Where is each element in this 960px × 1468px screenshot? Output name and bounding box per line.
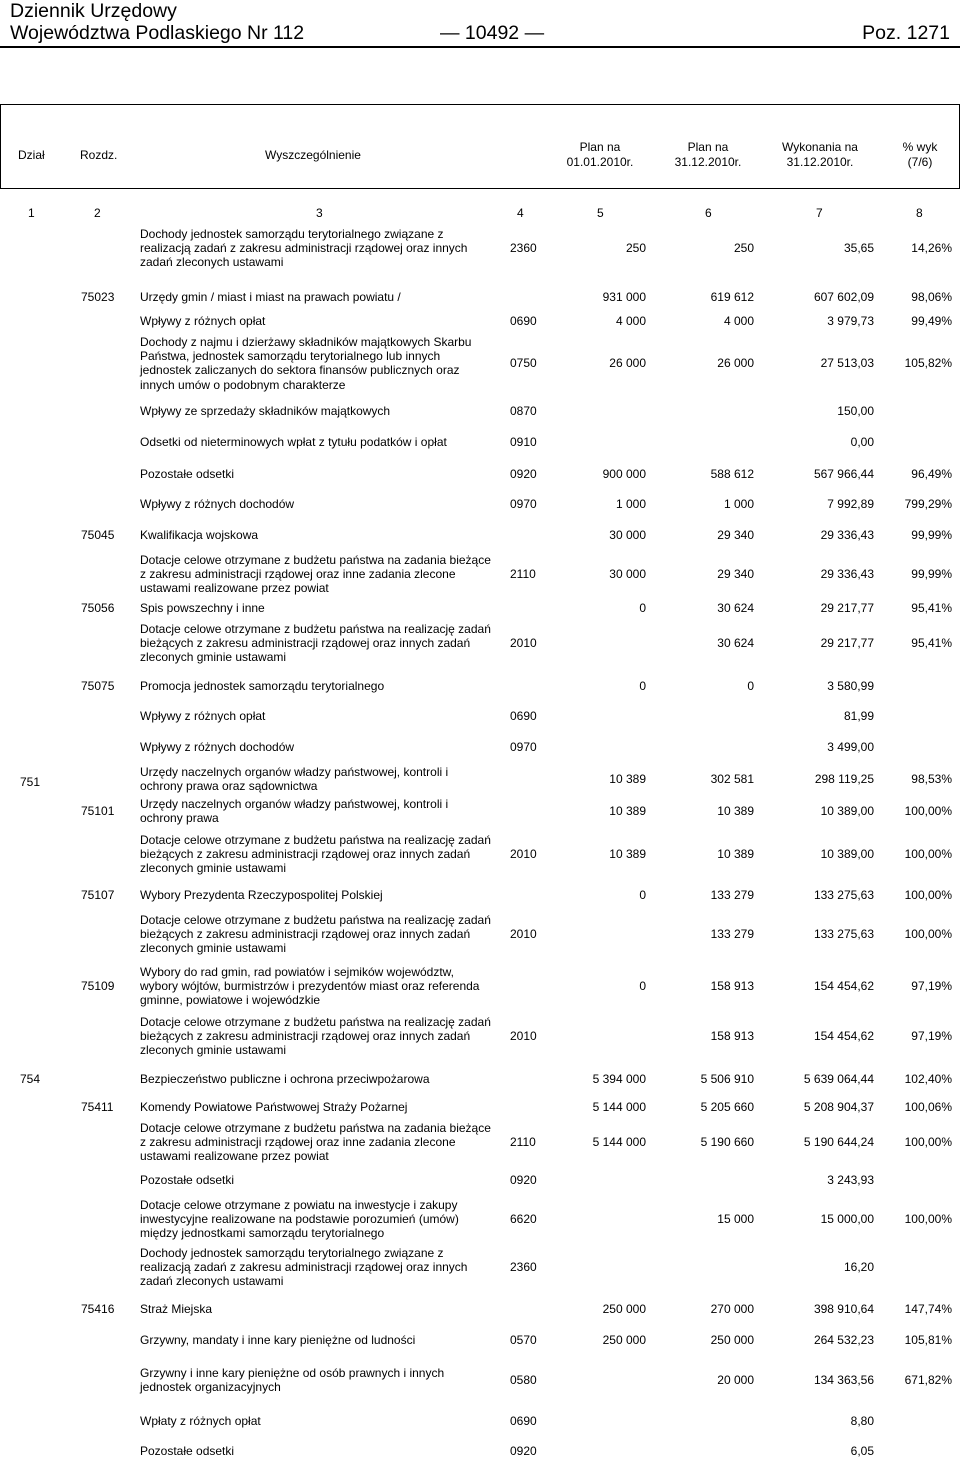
plan-end-value: 619 612 [710, 290, 754, 304]
paragraph-code: 2110 [510, 567, 536, 582]
rozdz-code: 75109 [81, 979, 115, 994]
plan-start-value: 30 000 [609, 528, 646, 542]
percent-value: 98,06% [911, 290, 952, 304]
execution-value: 133 275,63 [813, 888, 874, 902]
execution-value: 10 389,00 [820, 847, 874, 862]
execution-value: 154 454,62 [813, 1029, 874, 1044]
row-description: Pozostałe odsetki [140, 1173, 235, 1187]
execution-value: 15 000,00 [820, 1212, 874, 1227]
row-description: Promocja jednostek samorządu terytorialnego [140, 679, 385, 693]
plan-end-value: 270 000 [710, 1302, 754, 1316]
execution-value: 150,00 [837, 404, 874, 418]
row-description: Wpłaty z różnych opłat [140, 1414, 261, 1428]
percent-value: 100,00% [904, 1135, 952, 1150]
plan-end-value: 588 612 [710, 467, 754, 481]
plan-start-value: 0 [639, 888, 646, 902]
col-execution [770, 140, 870, 170]
plan-start-value: 0 [639, 601, 646, 615]
row-description: Komendy Powiatowe Państwowej Straży Pożarnej [140, 1100, 408, 1114]
row-description: Wybory do rad gmin, rad powiatów i sejmików województw, wybory wójtów, burmistrzów i prezydentów miast oraz referenda gminne, powiatowe i wojewódzkie [140, 965, 480, 1008]
execution-value: 27 513,03 [820, 356, 874, 371]
rozdz-code: 75411 [81, 1100, 114, 1114]
plan-end-value: 26 000 [717, 356, 754, 371]
plan-end-value: 1 000 [723, 497, 754, 511]
execution-value: 3 243,93 [827, 1173, 874, 1187]
paragraph-code: 0750 [510, 356, 537, 371]
execution-value: 3 499,00 [827, 740, 874, 754]
execution-value: 5 208 904,37 [803, 1100, 874, 1114]
execution-value: 264 532,23 [813, 1333, 874, 1347]
col-rozdz: Rozdz. [80, 148, 118, 162]
percent-value: 105,81% [904, 1333, 952, 1347]
paragraph-code: 2010 [510, 847, 537, 862]
paragraph-code: 0690 [510, 314, 537, 328]
rozdz-code: 75023 [81, 290, 115, 304]
journal-subtitle [10, 22, 958, 44]
col-percent [888, 140, 952, 170]
percent-value: 105,82% [904, 356, 952, 371]
execution-value: 3 979,73 [827, 314, 874, 328]
percent-value: 14,26% [911, 241, 952, 256]
row-description: Dochody jednostek samorządu terytorialnego związane z realizacją zadań z zakresu administracji rządowej oraz innych zadań zleconych ustawami [140, 227, 468, 270]
paragraph-code: 0690 [510, 709, 537, 723]
row-description: Dochody z najmu i dzierżawy składników majątkowych Skarbu Państwa, jednostek samorządu terytorialnego lub innych jednostek zaliczanych do sektora finansów publicznych oraz innych umów o podobnym charakterze [140, 335, 472, 392]
execution-value: 29 336,43 [820, 567, 874, 582]
execution-value: 567 966,44 [813, 467, 874, 481]
table-top-rule [0, 104, 960, 105]
paragraph-code: 0970 [510, 740, 537, 754]
plan-end-value: 30 624 [717, 636, 754, 651]
execution-value: 0,00 [850, 435, 874, 449]
page-number-value: 10492 [464, 22, 520, 44]
percent-value: 99,49% [911, 314, 952, 328]
row-description: Odsetki od nieterminowych wpłat z tytułu podatków i opłat [140, 435, 447, 449]
plan-start-value: 4 000 [615, 314, 646, 328]
plan-start-value: 10 389 [609, 847, 646, 862]
row-description: Kwalifikacja wojskowa [140, 528, 259, 542]
paragraph-code: 0570 [510, 1333, 537, 1347]
col-number: 8 [916, 206, 923, 220]
row-description: Wpływy z różnych opłat [140, 709, 266, 723]
col-number: 3 [316, 206, 323, 220]
percent-value: 96,49% [911, 467, 952, 481]
col-execution-line1: Wykonania na [782, 140, 858, 154]
plan-end-value: 0 [747, 679, 754, 693]
plan-start-value: 30 000 [609, 567, 646, 582]
paragraph-code: 0870 [510, 404, 537, 418]
row-description: Urzędy naczelnych organów władzy państwowej, kontroli i ochrony prawa [140, 797, 449, 826]
row-description: Wpływy z różnych opłat [140, 314, 266, 328]
plan-start-value: 5 144 000 [592, 1135, 646, 1150]
paragraph-code: 2010 [510, 927, 537, 942]
plan-end-value: 133 279 [710, 927, 754, 942]
paragraph-code: 0920 [510, 1173, 537, 1187]
row-description: Dotacje celowe otrzymane z budżetu państwa na realizację zadań bieżących z zakresu administracji rządowej oraz innych zadań zleconych gminie ustawami [140, 913, 491, 956]
percent-value: 97,19% [911, 979, 952, 994]
percent-value: 100,00% [904, 927, 952, 942]
plan-end-value: 10 389 [717, 847, 754, 862]
execution-value: 154 454,62 [813, 979, 874, 994]
table-head-rule [0, 188, 960, 189]
plan-end-value: 158 913 [710, 979, 754, 994]
percent-value: 98,53% [911, 772, 952, 787]
plan-end-value: 302 581 [710, 772, 754, 787]
execution-value: 5 190 644,24 [803, 1135, 874, 1150]
paragraph-code: 2010 [510, 1029, 537, 1044]
paragraph-code: 2360 [510, 1260, 537, 1275]
plan-start-value: 0 [639, 979, 646, 994]
row-description: Spis powszechny i inne [140, 601, 265, 615]
row-description: Dotacje celowe otrzymane z budżetu państwa na zadania bieżące z zakresu administracji rządowej oraz inne zadania zlecone ustawami realizowane przez powiat [140, 553, 491, 596]
plan-end-value: 10 389 [717, 804, 754, 819]
rozdz-code: 75101 [81, 804, 115, 819]
plan-start-value: 10 389 [609, 804, 646, 819]
percent-value: 100,00% [904, 804, 952, 819]
percent-value: 102,40% [904, 1072, 952, 1086]
paragraph-code: 0580 [510, 1373, 537, 1388]
dzial-code: 754 [20, 1072, 41, 1086]
row-description: Urzędy naczelnych organów władzy państwowej, kontroli i ochrony prawa oraz sądownictwa [140, 765, 449, 794]
col-number: 2 [94, 206, 101, 220]
plan-end-value: 29 340 [717, 567, 754, 582]
paragraph-code: 2360 [510, 241, 537, 256]
col-number: 1 [28, 206, 35, 220]
col-dzial: Dział [18, 148, 45, 162]
percent-value: 99,99% [911, 567, 952, 582]
row-description: Wpływy z różnych dochodów [140, 497, 295, 511]
execution-value: 298 119,25 [814, 772, 874, 787]
rozdz-code: 75416 [81, 1302, 115, 1316]
row-description: Pozostałe odsetki [140, 467, 235, 481]
rozdz-code: 75107 [81, 888, 115, 902]
col-percent-line2: (7/6) [907, 155, 933, 169]
execution-value: 3 580,99 [827, 679, 874, 693]
execution-value: 35,65 [843, 241, 874, 256]
row-description: Dotacje celowe otrzymane z budżetu państwa na realizację zadań bieżących z zakresu administracji rządowej oraz innych zadań zleconych gminie ustawami [140, 1015, 491, 1058]
execution-value: 607 602,09 [813, 290, 874, 304]
percent-value: 97,19% [911, 1029, 952, 1044]
plan-end-value: 5 506 910 [700, 1072, 754, 1086]
plan-start-value: 5 144 000 [592, 1100, 646, 1114]
plan-end-value: 4 000 [723, 314, 754, 328]
paragraph-code: 2110 [510, 1135, 536, 1150]
col-plan-start-line1: Plan na [579, 140, 621, 154]
voivodeship-issue: Województwa Podlaskiego Nr 112 [10, 22, 305, 44]
col-plan-start [560, 140, 640, 170]
row-description: Wpływy z różnych dochodów [140, 740, 295, 754]
percent-value: 100,00% [904, 1212, 952, 1227]
col-plan-start-line2: 01.01.2010r. [566, 155, 634, 169]
col-wyszczegolnienie: Wyszczególnienie [265, 148, 361, 162]
execution-value: 398 910,64 [813, 1302, 874, 1316]
plan-end-value: 158 913 [710, 1029, 754, 1044]
rozdz-code: 75045 [81, 528, 115, 542]
col-percent-line1: % wyk [902, 140, 938, 154]
plan-end-value: 30 624 [717, 601, 754, 615]
row-description: Grzywny, mandaty i inne kary pieniężne od ludności [140, 1333, 416, 1347]
plan-start-value: 26 000 [609, 356, 646, 371]
percent-value: 671,82% [904, 1373, 952, 1388]
col-number: 4 [517, 206, 524, 220]
row-description: Wpływy ze sprzedaży składników majątkowych [140, 404, 391, 418]
percent-value: 100,06% [904, 1100, 952, 1114]
position-number: Poz. 1271 [862, 22, 950, 44]
col-divider [0, 104, 1, 188]
percent-value: 100,00% [904, 888, 952, 902]
percent-value: 95,41% [911, 636, 952, 651]
paragraph-code: 0920 [510, 1444, 537, 1458]
journal-title: Dziennik Urzędowy [10, 0, 177, 22]
plan-start-value: 0 [639, 679, 646, 693]
row-description: Pozostałe odsetki [140, 1444, 235, 1458]
percent-value: 147,74% [904, 1302, 952, 1316]
row-description: Urzędy gmin / miast i miast na prawach powiatu / [140, 290, 401, 304]
col-execution-line2: 31.12.2010r. [786, 155, 854, 169]
execution-value: 29 336,43 [820, 528, 874, 542]
plan-start-value: 931 000 [602, 290, 646, 304]
col-number: 6 [705, 206, 712, 220]
row-description: Dotacje celowe otrzymane z powiatu na inwestycje i zakupy inwestycyjne realizowane na podstawie porozumień (umów) między jednostkami samorządu terytorialnego [140, 1198, 459, 1241]
percent-value: 799,29% [904, 497, 952, 511]
dzial-code: 751 [20, 775, 41, 789]
paragraph-code: 2010 [510, 636, 537, 651]
plan-end-value: 20 000 [717, 1373, 754, 1388]
paragraph-code: 6620 [510, 1212, 537, 1227]
execution-value: 29 217,77 [820, 636, 874, 651]
execution-value: 16,20 [843, 1260, 874, 1275]
paragraph-code: 0970 [510, 497, 537, 511]
row-description: Bezpieczeństwo publiczne i ochrona przeciwpożarowa [140, 1072, 430, 1086]
plan-start-value: 5 394 000 [592, 1072, 646, 1086]
page-number: — 10492 — [440, 22, 545, 44]
plan-end-value: 133 279 [710, 888, 754, 902]
row-description: Wybory Prezydenta Rzeczypospolitej Polskiej [140, 888, 383, 902]
row-description: Dotacje celowe otrzymane z budżetu państwa na zadania bieżące z zakresu administracji rządowej oraz inne zadania zlecone ustawami realizowane przez powiat [140, 1121, 491, 1164]
plan-start-value: 900 000 [602, 467, 646, 481]
paragraph-code: 0920 [510, 467, 537, 481]
execution-value: 81,99 [843, 709, 874, 723]
plan-end-value: 29 340 [717, 528, 754, 542]
percent-value: 100,00% [904, 847, 952, 862]
plan-start-value: 250 000 [602, 1302, 646, 1316]
header-rule [0, 46, 960, 48]
col-plan-end [668, 140, 748, 170]
row-description: Dotacje celowe otrzymane z budżetu państwa na realizację zadań bieżących z zakresu administracji rządowej oraz innych zadań zleconych gminie ustawami [140, 833, 491, 876]
execution-value: 10 389,00 [820, 804, 874, 819]
execution-value: 134 363,56 [813, 1373, 874, 1388]
rozdz-code: 75075 [81, 679, 115, 693]
percent-value: 95,41% [911, 601, 952, 615]
paragraph-code: 0910 [510, 435, 537, 449]
rozdz-code: 75056 [81, 601, 115, 615]
col-plan-end-line1: Plan na [687, 140, 729, 154]
execution-value: 250 [733, 241, 754, 256]
plan-end-value: 5 205 660 [700, 1100, 754, 1114]
percent-value: 99,99% [911, 528, 952, 542]
paragraph-code: 0690 [510, 1414, 537, 1428]
plan-start-value: 1 000 [615, 497, 646, 511]
plan-start-value: 250 000 [602, 1333, 646, 1347]
row-description: Grzywny i inne kary pieniężne od osób prawnych i innych jednostek organizacyjnych [140, 1366, 445, 1395]
col-number: 7 [816, 206, 823, 220]
plan-end-value: 15 000 [717, 1212, 754, 1227]
col-plan-end-line2: 31.12.2010r. [674, 155, 742, 169]
row-description: Dotacje celowe otrzymane z budżetu państwa na realizację zadań bieżących z zakresu administracji rządowej oraz innych zadań zleconych gminie ustawami [140, 622, 491, 665]
execution-value: 6,05 [850, 1444, 874, 1458]
execution-value: 133 275,63 [813, 927, 874, 942]
plan-end-value: 250 [625, 241, 646, 256]
plan-start-value: 10 389 [609, 772, 646, 787]
execution-value: 5 639 064,44 [803, 1072, 874, 1086]
plan-end-value: 250 000 [710, 1333, 754, 1347]
col-number: 5 [597, 206, 604, 220]
execution-value: 7 992,89 [827, 497, 874, 511]
execution-value: 29 217,77 [820, 601, 874, 615]
execution-value: 8,80 [850, 1414, 874, 1428]
row-description: Dochody jednostek samorządu terytorialnego związane z realizacją zadań z zakresu administracji rządowej oraz innych zadań zleconych ustawami [140, 1246, 468, 1289]
plan-end-value: 5 190 660 [700, 1135, 754, 1150]
row-description: Straż Miejska [140, 1302, 213, 1316]
